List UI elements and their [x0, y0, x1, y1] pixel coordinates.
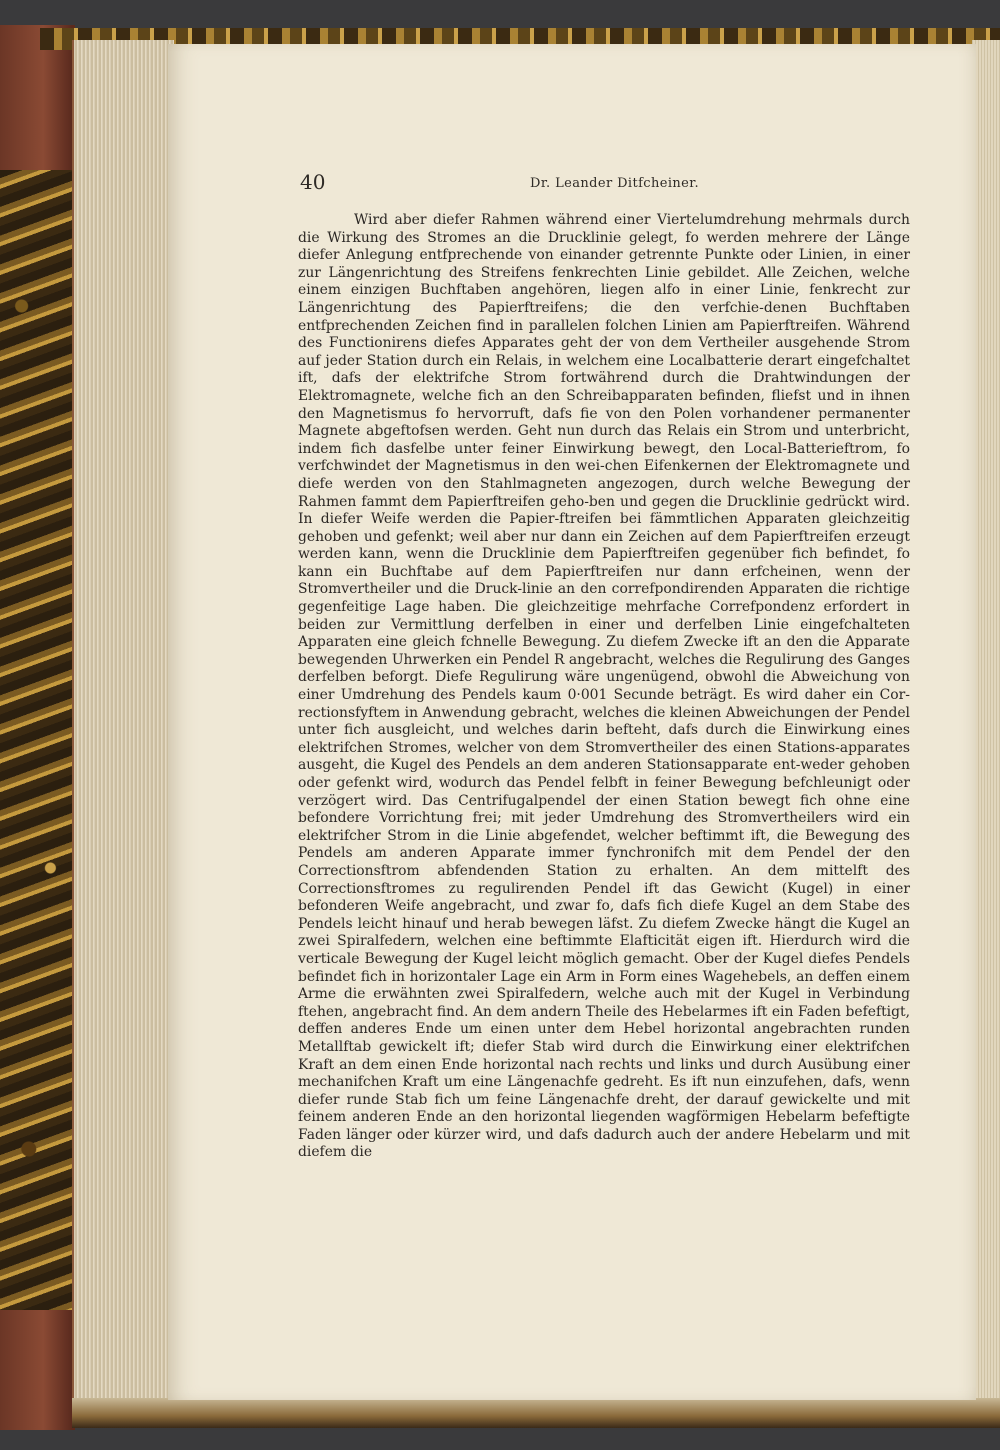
page-stack-right — [972, 40, 1000, 1420]
book-cover-bottom — [72, 1398, 1000, 1428]
page-stack-edge — [72, 40, 174, 1400]
body-text: Wird aber diefer Rahmen während einer Viertelumdrehung mehrmals durch die Wirkung des Stromes an die Drucklinie gelegt, fo werden mehrere der Länge diefer Anlegung entfprechende von einander getrennte Punkte oder Linien, in einer zur Längenrichtung des Streifens fenkrechten Linie gebildet. Alle Zeichen, welche einem einzigen Buchftaben angehören, liegen alfo in einer Linie, fenkrecht zur Längenrichtung des Papierftreifens; die den verfchie-denen Buchftaben entfprechenden Zeichen find in parallelen folchen Linien am Papierftreifen. Während des Functionirens diefes Apparates geht der von dem Vertheiler ausgehende Strom auf jeder Station durch ein Relais, in welchem eine Localbatterie derart eingefchaltet ift, dafs der elektrifche Strom fortwährend durch die Drahtwindungen der Elektromagnete, welche fich an den Schreibapparaten befinden, fliefst und in ihnen den Magnetismus fo hervorruft, dafs fie von den Polen vorhandener permanenter Magnete abgeftofsen werden. Geht nun durch das Relais ein Strom und unterbricht, indem fich dasfelbe unter feiner Einwirkung bewegt, den Local-Batterieftrom, fo verfchwindet der Magnetismus in den wei-chen Eifenkernen der Elektromagnete und diefe werden von den Stahlmagneten angezogen, durch welche Bewegung der Rahmen fammt dem Papierftreifen geho-ben und gegen die Drucklinie gedrückt wird. In diefer Weife werden die Papier-ftreifen bei fämmtlichen Apparaten gleichzeitig gehoben und gefenkt; weil aber nur dann ein Zeichen auf dem Papierftreifen erzeugt werden kann, wenn die Drucklinie dem Papierftreifen gegenüber fich befindet, fo kann ein Buchftabe auf dem Papierftreifen nur dann erfcheinen, wenn der Stromvertheiler und die Druck-linie an den correfpondirenden Apparaten die richtige gegenfeitige Lage haben. Die gleichzeitige mehrfache Correfpondenz erfordert in beiden zur Vermittlung derfelben in einer und derfelben Linie eingefchalteten Apparaten eine gleich fchnelle Bewegung. Zu diefem Zwecke ift an den die Apparate bewegenden Uhrwerken ein Pendel R angebracht, welches die Regulirung des Ganges derfelben beforgt. Diefe Regulirung wäre ungenügend, obwohl die Abweichung von einer Umdrehung des Pendels kaum 0·001 Secunde beträgt. Es wird daher ein Cor-rectionsfyftem in Anwendung gebracht, welches die kleinen Abweichungen der Pendel unter fich ausgleicht, und welches darin befteht, dafs durch die Einwirkung eines elektrifchen Stromes, welcher von dem Stromvertheiler des einen Stations-apparates ausgeht, die Kugel des Pendels an dem anderen Stationsapparate ent-weder gehoben oder gefenkt wird, wodurch das Pendel felbft in feiner Bewegung befchleunigt oder verzögert wird. Das Centrifugalpendel der einen Station bewegt fich ohne eine befondere Vorrichtung frei; mit jeder Umdrehung des Stromvertheilers wird ein elektrifcher Strom in die Linie abgefendet, welcher beftimmt ift, die Bewegung des Pendels am anderen Apparate immer fynchronifch mit dem Pendel der den Correctionsftrom abfendenden Station zu erhalten. An dem mittelft des Correctionsftromes zu regulirenden Pendel ift das Gewicht (Kugel) in einer befonderen Weife angebracht, und zwar fo, dafs fich diefe Kugel an dem Stabe des Pendels leicht hinauf und herab bewegen läfst. Zu diefem Zwecke hängt die Kugel an zwei Spiralfedern, welchen eine beftimmte Elafticität eigen ift. Hierdurch wird die verticale Bewegung der Kugel leicht möglich gemacht. Ober der Kugel diefes Pendels befindet fich in horizontaler Lage ein Arm in Form eines Wagehebels, an deffen einem Arme die erwähnten zwei Spiralfedern, welche auch mit der Kugel in Verbindung ftehen, angebracht find. An dem andern Theile des Hebelarmes ift ein Faden befeftigt, deffen anderes Ende um einen unter dem Hebel horizontal angebrachten runden Metallftab gewickelt ift; diefer Stab wird durch die Einwirkung einer elektrifchen Kraft an dem einen Ende horizontal nach rechts und links und durch Ausübung einer mechanifchen Kraft um eine Längenachfe gedreht. Es ift nun einzufehen, dafs, wenn diefer runde Stab fich um feine Längenachfe dreht, der darauf gewickelte und mit feinem anderen Ende an den horizontal liegenden wagförmigen Hebelarm befeftigte Faden länger oder kürzer wird, und dafs dadurch auch der andere Hebelarm und mit diefem die — [298, 212, 910, 1161]
leather-corner-bottom — [0, 1310, 72, 1430]
running-head: Dr. Leander Ditfcheiner. — [530, 176, 699, 191]
page-number: 40 — [300, 170, 326, 194]
book-cover-left — [0, 25, 75, 1430]
